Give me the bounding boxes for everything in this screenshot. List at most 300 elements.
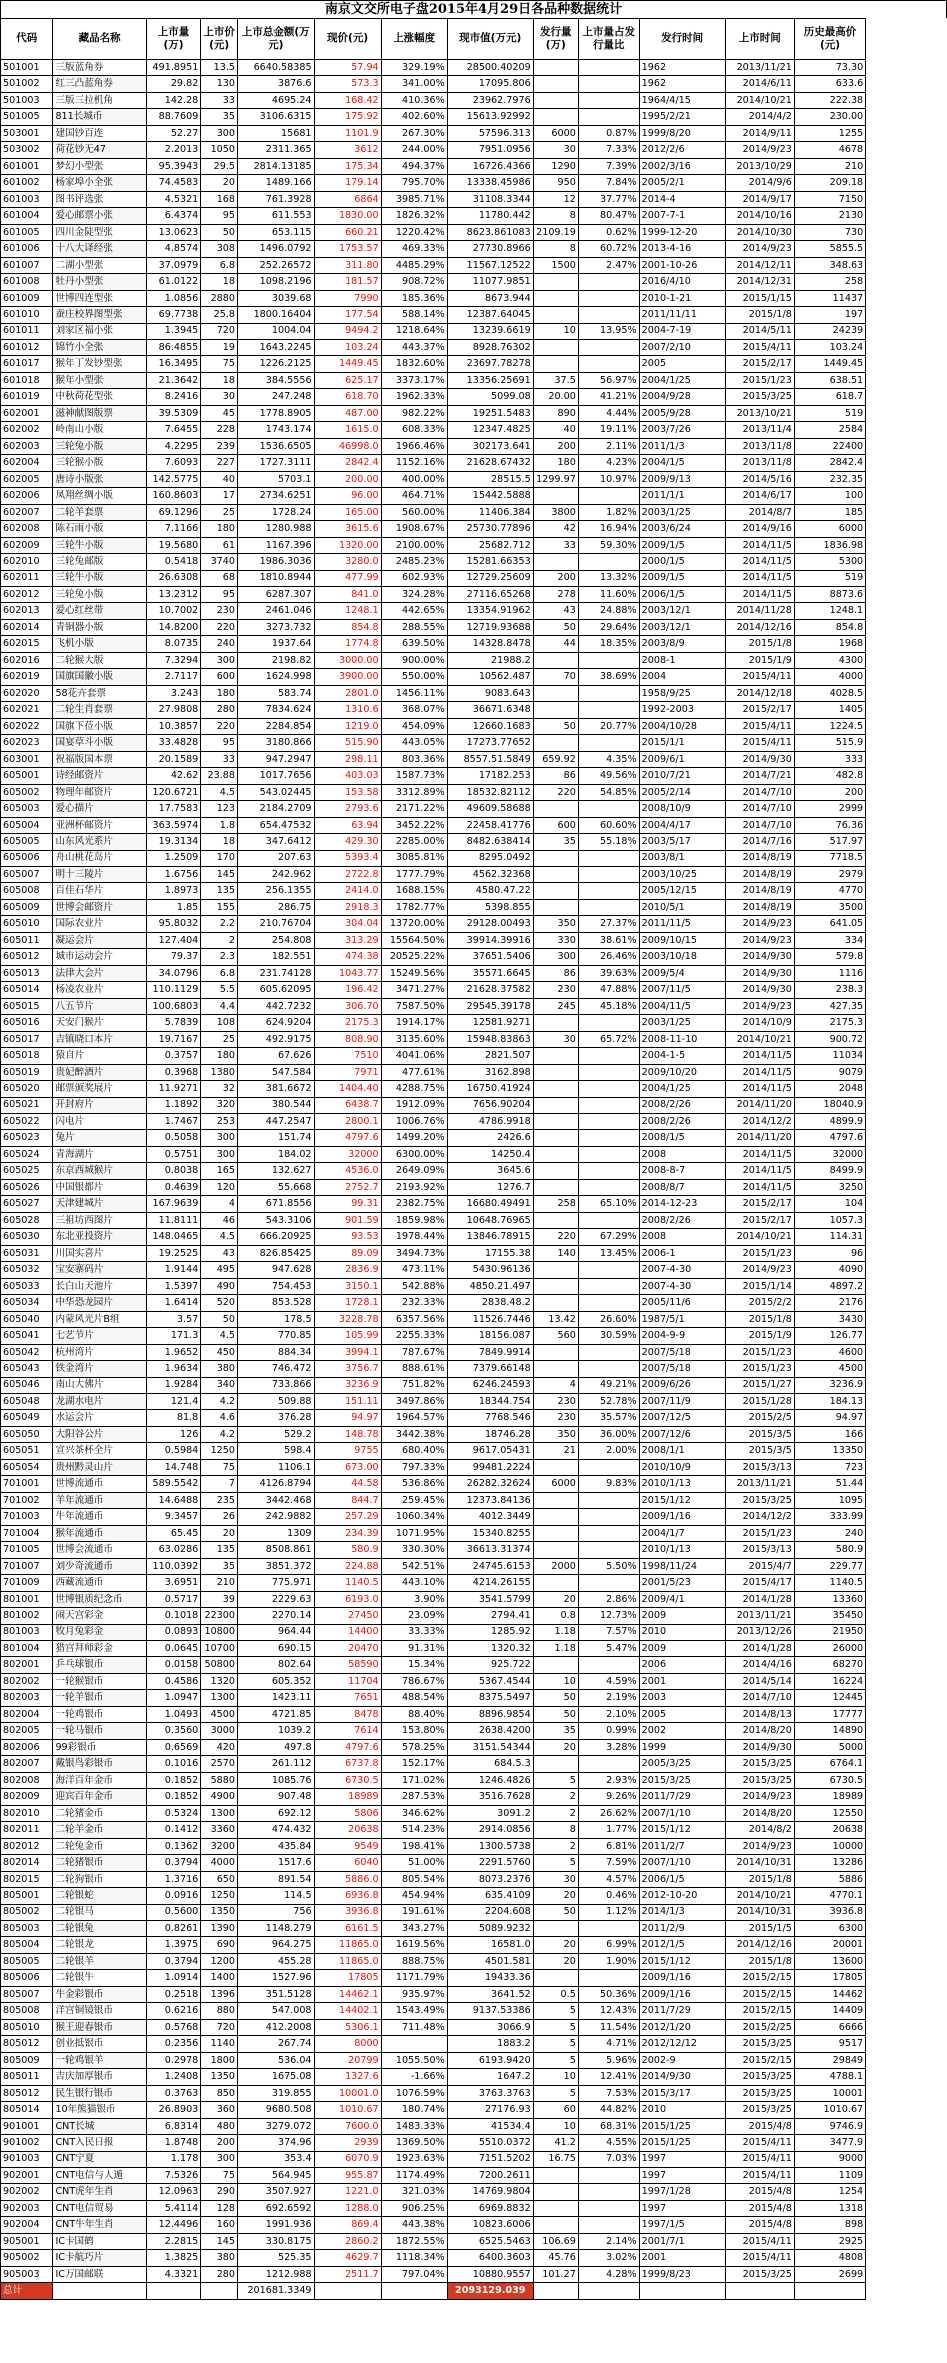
cell-peak-price: 2176 [794,1295,865,1311]
cell-issue-date: 2009/1/16 [639,1986,725,2002]
cell-listed-ratio [578,76,639,92]
cell-gain: 15249.56% [381,965,447,981]
cell-issue-qty: 0.5 [533,1986,578,2002]
cell-listed-price: 20 [201,175,238,191]
cell-gain: 198.41% [381,1838,447,1854]
cell-listed-amount: 775.971 [238,1575,315,1591]
cell-listed-ratio [578,554,639,570]
cell-peak-price: 1254 [794,2184,865,2200]
cell-code: 602013 [1,603,53,619]
cell-peak-price: 3936.8 [794,1904,865,1920]
cell-listed-price: 3360 [201,1822,238,1838]
cell-code: 601011 [1,323,53,339]
cell-listing-date: 2014/4/16 [725,1657,794,1673]
cell-listed-qty: 19.2525 [146,1245,201,1261]
cell-market-value: 23697.78278 [447,356,533,372]
cell-listing-date: 2015/4/8 [725,2200,794,2216]
cell-listed-qty: 0.1016 [146,1756,201,1772]
cell-issue-date: 2011/1/1 [639,488,725,504]
cell-peak-price: 6000 [794,521,865,537]
cell-issue-qty [533,307,578,323]
cell-peak-price: 5000 [794,1739,865,1755]
cell-code: 805006 [1,1970,53,1986]
table-row [1,2052,947,2068]
cell-issue-date: 2004/1/25 [639,372,725,388]
cell-listed-ratio [578,1295,639,1311]
cell-market-value: 17182.253 [447,768,533,784]
cell-name: 四川金陡型张 [53,224,146,240]
cell-market-value: 6193.9420 [447,2052,533,2068]
cell-listed-amount: 690.15 [238,1641,315,1657]
cell-code: 601012 [1,339,53,355]
cell-listed-amount: 492.9175 [238,1031,315,1047]
cell-listed-ratio [578,1179,639,1195]
cell-gain: 1076.59% [381,2085,447,2101]
cell-listing-date: 2014/10/30 [725,224,794,240]
cell-name: CNT牛年生肖 [53,2217,146,2233]
table-row [1,1262,947,1278]
cell-listed-price: 10700 [201,1641,238,1657]
table-row [1,1624,947,1640]
cell-listed-amount: 1212.988 [238,2266,315,2282]
cell-listed-qty: 2.2815 [146,2233,201,2249]
cell-listed-qty: 1.9652 [146,1344,201,1360]
header-current-price: 现价(元) [314,19,381,60]
cell-code: 605030 [1,1229,53,1245]
cell-listed-amount: 252.26572 [238,257,315,273]
cell-listed-price: 75 [201,2168,238,2184]
cell-code: 605021 [1,1097,53,1113]
table-row [1,669,947,685]
cell-listed-price: 43 [201,1245,238,1261]
cell-name: 滋神献图版票 [53,405,146,421]
cell-listed-amount: 4721.85 [238,1706,315,1722]
cell-listed-qty: 1.2408 [146,2069,201,2085]
cell-listed-price: 35 [201,1558,238,1574]
cell-listed-ratio: 4.55% [578,2135,639,2151]
cell-gain: 1152.16% [381,455,447,471]
cell-listed-price: 4000 [201,1855,238,1871]
cell-issue-date: 2011/11/5 [639,916,725,932]
cell-listing-date: 2015/2/17 [725,702,794,718]
cell-current-price: 477.99 [314,570,381,586]
cell-issue-date: 2010/5/1 [639,899,725,915]
cell-current-price: 1830.00 [314,208,381,224]
cell-listed-price: 1050 [201,142,238,158]
cell-listed-price: 520 [201,1295,238,1311]
cell-code: 605049 [1,1410,53,1426]
cell-listed-amount: 1743.174 [238,422,315,438]
cell-listed-qty: 171.3 [146,1328,201,1344]
cell-peak-price: 348.63 [794,257,865,273]
cell-issue-date: 1999-12-20 [639,224,725,240]
cell-peak-price: 2699 [794,2266,865,2282]
cell-listed-qty: 1.9634 [146,1361,201,1377]
cell-listed-qty: 0.8261 [146,1920,201,1936]
cell-listed-ratio [578,1361,639,1377]
cell-listing-date: 2014/12/16 [725,619,794,635]
cell-peak-price: 1057.3 [794,1212,865,1228]
cell-issue-qty: 10 [533,323,578,339]
cell-listed-ratio [578,1278,639,1294]
cell-name: 三轮兔小版 [53,438,146,454]
cell-listed-price: 380 [201,1361,238,1377]
cell-listed-qty: 13.2312 [146,587,201,603]
cell-name: 戴银鸟彩银币 [53,1756,146,1772]
cell-peak-price: 4678 [794,142,865,158]
sheet-title: 南京文交所电子盘2015年4月29日各品种数据统计 [0,0,947,18]
cell-listing-date: 2014/11/5 [725,1081,794,1097]
cell-listed-qty: 14.8200 [146,619,201,635]
cell-current-price: 3615.6 [314,521,381,537]
cell-market-value: 12729.25609 [447,570,533,586]
cell-listed-ratio: 65.10% [578,1196,639,1212]
cell-code: 605040 [1,1311,53,1327]
cell-gain: 324.28% [381,587,447,603]
cell-name: 龙湖水电片 [53,1393,146,1409]
cell-current-price: 1140.5 [314,1575,381,1591]
cell-code: 805005 [1,1953,53,1969]
cell-issue-qty: 3800 [533,504,578,520]
cell-listing-date: 2014/12/16 [725,1937,794,1953]
table-row [1,191,947,207]
cell-listed-price: 135 [201,883,238,899]
cell-listing-date: 2014/9/6 [725,175,794,191]
cell-listed-ratio [578,60,639,76]
cell-code: 902004 [1,2217,53,2233]
cell-listed-ratio: 0.62% [578,224,639,240]
cell-listed-price: 30 [201,389,238,405]
cell-peak-price: 6300 [794,1920,865,1936]
cell-listed-price: 280 [201,702,238,718]
table-row [1,274,947,290]
cell-listing-date: 2014/5/16 [725,471,794,487]
cell-peak-price: 633.6 [794,76,865,92]
cell-peak-price: 3477.9 [794,2135,865,2151]
cell-market-value: 2914.0856 [447,1822,533,1838]
cell-listing-date: 2014/9/23 [725,241,794,257]
total-row [1,2283,947,2299]
cell-market-value: 2794.41 [447,1608,533,1624]
cell-gain: 1060.34% [381,1509,447,1525]
cell-listed-price: 490 [201,1278,238,1294]
cell-market-value: 15340.8255 [447,1525,533,1541]
cell-listing-date: 2015/1/27 [725,1377,794,1393]
cell-listed-amount: 256.1355 [238,883,315,899]
cell-current-price: 224.88 [314,1558,381,1574]
total-empty [725,2283,794,2299]
cell-listed-amount: 4695.24 [238,92,315,108]
cell-code: 601008 [1,274,53,290]
cell-listed-ratio: 36.00% [578,1426,639,1442]
cell-market-value: 26282.32624 [447,1476,533,1492]
cell-market-value: 27176.93 [447,2102,533,2118]
cell-name: 羊年流通币 [53,1492,146,1508]
cell-issue-date: 2016/4/10 [639,274,725,290]
cell-listing-date: 2014/9/30 [725,949,794,965]
cell-listed-amount: 5703.1 [238,471,315,487]
cell-issue-date: 2009/10/15 [639,932,725,948]
cell-code: 602021 [1,702,53,718]
cell-listed-ratio [578,2168,639,2184]
cell-listing-date: 2014/9/30 [725,1739,794,1755]
cell-peak-price: 2130 [794,208,865,224]
cell-market-value: 8928.76302 [447,339,533,355]
cell-listed-amount: 947.628 [238,1262,315,1278]
cell-peak-price: 1140.5 [794,1575,865,1591]
table-row [1,1031,947,1047]
cell-listed-ratio: 7.33% [578,142,639,158]
cell-peak-price: 24239 [794,323,865,339]
cell-issue-qty [533,1344,578,1360]
cell-listed-amount: 3273.732 [238,619,315,635]
cell-listed-amount: 605.62095 [238,982,315,998]
cell-listing-date: 2014/11/5 [725,554,794,570]
cell-listed-amount: 1004.04 [238,323,315,339]
cell-current-price: 44.58 [314,1476,381,1492]
cell-code: 605024 [1,1146,53,1162]
header-listed-ratio: 上市量占发行量比 [578,19,639,60]
cell-peak-price: 200 [794,784,865,800]
cell-market-value: 6246.24593 [447,1377,533,1393]
table-row [1,636,947,652]
cell-name: 99彩银币 [53,1739,146,1755]
cell-listing-date: 2015/2/15 [725,2052,794,2068]
cell-issue-qty: 200 [533,438,578,454]
cell-code: 805012 [1,2036,53,2052]
cell-issue-qty: 20 [533,1953,578,1969]
cell-gain: 287.53% [381,1789,447,1805]
cell-peak-price: 2048 [794,1081,865,1097]
cell-issue-qty: 6000 [533,125,578,141]
cell-code: 805007 [1,1986,53,2002]
cell-listed-ratio: 9.26% [578,1789,639,1805]
cell-code: 905001 [1,2233,53,2249]
cell-listed-qty: 0.5058 [146,1130,201,1146]
cell-listed-qty: 61.0122 [146,274,201,290]
cell-market-value: 7849.9914 [447,1344,533,1360]
cell-code: 605041 [1,1328,53,1344]
cell-listed-amount: 182.551 [238,949,315,965]
cell-gain: 469.33% [381,241,447,257]
cell-gain: 1218.64% [381,323,447,339]
cell-listed-amount: 2184.2709 [238,801,315,817]
cell-listed-ratio [578,899,639,915]
cell-current-price: 4797.6 [314,1130,381,1146]
table-row [1,1048,947,1064]
cell-market-value: 19251.5483 [447,405,533,421]
cell-listed-amount: 247.248 [238,389,315,405]
cell-issue-qty [533,1525,578,1541]
cell-issue-date: 1958/9/25 [639,685,725,701]
cell-listing-date: 2015/3/5 [725,1443,794,1459]
cell-gain: 797.33% [381,1459,447,1475]
cell-listed-price: 75 [201,356,238,372]
cell-issue-date: 2011/11/11 [639,307,725,323]
cell-gain: 908.72% [381,274,447,290]
cell-peak-price: 100 [794,488,865,504]
cell-name: 二轮羊金币 [53,1822,146,1838]
cell-code: 602011 [1,570,53,586]
cell-code: 605032 [1,1262,53,1278]
cell-listing-date: 2014/11/28 [725,603,794,619]
cell-code: 605026 [1,1179,53,1195]
cell-listed-amount: 353.4 [238,2151,315,2167]
cell-market-value: 2204.608 [447,1904,533,1920]
cell-issue-qty: 20 [533,1937,578,1953]
cell-listing-date: 2013/11/21 [725,1608,794,1624]
cell-listed-qty: 20.1589 [146,751,201,767]
cell-market-value: 16750.41924 [447,1081,533,1097]
cell-issue-qty [533,1492,578,1508]
cell-issue-qty: 10 [533,2069,578,2085]
cell-current-price: 6438.7 [314,1097,381,1113]
cell-current-price: 2414.0 [314,883,381,899]
cell-listed-ratio: 68.31% [578,2118,639,2134]
cell-listing-date: 2014/10/21 [725,92,794,108]
cell-listing-date: 2015/3/25 [725,2085,794,2101]
table-row [1,1739,947,1755]
table-row [1,801,947,817]
cell-listed-qty: 52.27 [146,125,201,141]
cell-issue-date: 2008/1/5 [639,1130,725,1146]
cell-issue-qty: 1299.97 [533,471,578,487]
cell-listed-amount: 151.74 [238,1130,315,1146]
cell-peak-price: 166 [794,1426,865,1442]
cell-code: 805004 [1,1937,53,1953]
cell-listed-amount: 671.8556 [238,1196,315,1212]
cell-listed-ratio: 4.71% [578,2036,639,2052]
cell-issue-date: 1999/8/23 [639,2266,725,2282]
cell-listed-price: 239 [201,438,238,454]
cell-name: 二轮猪金币 [53,1805,146,1821]
table-row [1,1361,947,1377]
cell-listed-ratio [578,2184,639,2200]
cell-code: 801001 [1,1591,53,1607]
table-row [1,438,947,454]
table-row [1,92,947,108]
cell-name: 宣兴茶杯全片 [53,1443,146,1459]
cell-current-price: 17805 [314,1970,381,1986]
cell-listed-amount: 1496.0792 [238,241,315,257]
cell-issue-date: 2007/2/10 [639,339,725,355]
cell-listed-qty: 2.2013 [146,142,201,158]
cell-issue-date: 2007-7-1 [639,208,725,224]
cell-listing-date: 2015/1/9 [725,652,794,668]
cell-name: 一轮猴银币 [53,1673,146,1689]
cell-name: 中华恐龙园片 [53,1295,146,1311]
cell-listed-price: 180 [201,521,238,537]
cell-market-value: 7656.90204 [447,1097,533,1113]
table-row [1,488,947,504]
cell-name: 物理年邮资片 [53,784,146,800]
cell-name: 吉庆加厚银币 [53,2069,146,2085]
cell-listed-ratio [578,1146,639,1162]
cell-listed-qty: 27.9808 [146,702,201,718]
cell-listing-date: 2014/12/31 [725,274,794,290]
cell-issue-qty: 180 [533,455,578,471]
cell-listed-qty: 65.45 [146,1525,201,1541]
cell-current-price: 3994.1 [314,1344,381,1360]
cell-gain: 13720.00% [381,916,447,932]
cell-listed-price: 145 [201,2233,238,2249]
cell-issue-date: 2009/1/16 [639,1970,725,1986]
cell-issue-qty [533,1064,578,1080]
cell-issue-date: 2007/5/18 [639,1344,725,1360]
cell-listed-qty: 1.7467 [146,1114,201,1130]
cell-peak-price: 185 [794,504,865,520]
cell-listed-qty: 0.8038 [146,1163,201,1179]
cell-listed-ratio: 30.59% [578,1328,639,1344]
cell-current-price: 1310.6 [314,702,381,718]
cell-issue-date: 2008/2/26 [639,1097,725,1113]
cell-market-value: 36613.31374 [447,1542,533,1558]
cell-code: 905003 [1,2266,53,2282]
cell-gain: 751.82% [381,1377,447,1393]
cell-name: 吉镇晓口本片 [53,1031,146,1047]
cell-listed-amount: 1991.936 [238,2217,315,2233]
cell-listed-price: 39 [201,1591,238,1607]
cell-current-price: 234.39 [314,1525,381,1541]
cell-listed-qty: 1.2509 [146,850,201,866]
table-row [1,817,947,833]
cell-issue-qty: 43 [533,603,578,619]
cell-gain: 191.61% [381,1904,447,1920]
cell-name: CNT长城 [53,2118,146,2134]
cell-market-value: 8375.5497 [447,1690,533,1706]
cell-issue-date: 2005/12/15 [639,883,725,899]
cell-listed-qty: 363.5974 [146,817,201,833]
cell-gain: 982.22% [381,405,447,421]
cell-peak-price: 22400 [794,438,865,454]
cell-code: 605033 [1,1278,53,1294]
cell-peak-price: 14890 [794,1723,865,1739]
table-row [1,1937,947,1953]
cell-peak-price: 2999 [794,801,865,817]
cell-peak-price: 8499.9 [794,1163,865,1179]
cell-listing-date: 2015/1/23 [725,1245,794,1261]
cell-listed-qty: 19.7167 [146,1031,201,1047]
cell-market-value: 4562.32368 [447,866,533,882]
cell-current-price: 2722.8 [314,866,381,882]
cell-listed-price: 5.5 [201,982,238,998]
cell-current-price: 6864 [314,191,381,207]
cell-listed-price: 17 [201,488,238,504]
cell-peak-price: 184.13 [794,1393,865,1409]
cell-listed-amount: 2270.14 [238,1608,315,1624]
cell-listed-amount: 947.2947 [238,751,315,767]
cell-peak-price: 197 [794,307,865,323]
cell-name: 八五节片 [53,998,146,1014]
cell-issue-date: 2005/2/14 [639,784,725,800]
table-row [1,1986,947,2002]
cell-issue-date: 2001/5/23 [639,1575,725,1591]
cell-listed-qty: 14.6488 [146,1492,201,1508]
cell-market-value: 28515.5 [447,471,533,487]
cell-listed-qty: 0.4639 [146,1179,201,1195]
cell-issue-qty: 8 [533,241,578,257]
cell-gain: 1174.49% [381,2168,447,2184]
cell-issue-date: 2010/1/13 [639,1542,725,1558]
cell-peak-price: 1255 [794,125,865,141]
cell-current-price: 6040 [314,1855,381,1871]
cell-code: 902001 [1,2168,53,2184]
cell-issue-date: 2015/1/12 [639,1822,725,1838]
cell-name: 一轮鸡银羊 [53,2052,146,2068]
cell-listed-price: 168 [201,191,238,207]
cell-listing-date: 2014/11/5 [725,1163,794,1179]
cell-listed-price: 290 [201,2184,238,2200]
